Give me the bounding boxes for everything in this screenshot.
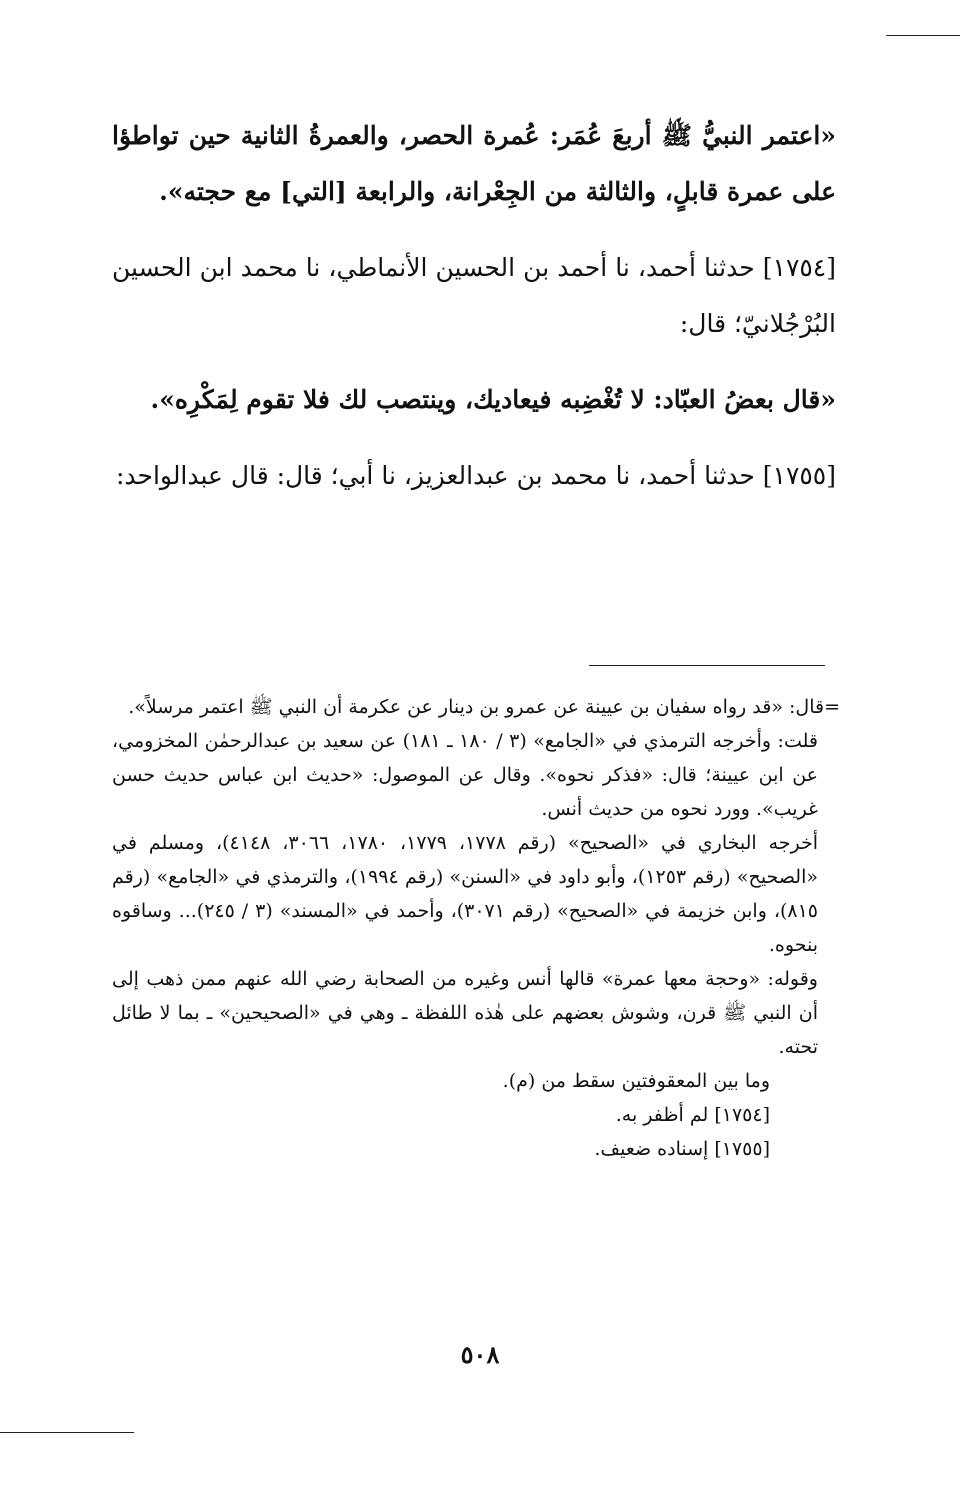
footnote-1754: [١٧٥٤] لم أظفر به. <box>615 1104 770 1126</box>
page-number: ٥٠٨ <box>460 1340 500 1369</box>
hadith-quote-umrahs: «اعتمر النبيُّ ﷺ أربعَ عُمَر: عُمرة الحصر، والعمرةُ الثانية حين تواطؤا على عمرة قابلٍ، والثالثة من الجِعْرانة، والرابعة [التي] مع حجته». <box>112 121 836 206</box>
main-text <box>112 108 836 504</box>
bottom-rule <box>0 1432 134 1433</box>
saying-of-worshipper: «قال بعضُ العبّاد: لا تُغْضِبه فيعاديك، وينتصب لك فلا تقوم لِمَكْرِه». <box>150 385 836 414</box>
footnote-takhrij: أخرجه البخاري في «الصحيح» (رقم ١٧٧٨، ١٧٧٩، ١٧٨٠، ٣٠٦٦، ٤١٤٨)، ومسلم في «الصحيح» (رقم ١٢٥٣)، وأبو داود في «السنن» (رقم ١٩٩٤)، والترمذي في «الجامع» (رقم ٨١٥)، وابن خزيمة في «الصحيح» (رقم ٣٠٧١)، وأحمد في «المسند» (٣ / ٢٤٥)... وساقوه بنحوه. <box>112 832 819 956</box>
footnote-brackets: وما بين المعقوفتين سقط من (م). <box>502 1070 770 1092</box>
footnote-qiran: وقوله: «وحجة معها عمرة» قالها أنس وغيره من الصحابة رضي الله عنهم ممن ذهب إلى أن النبي ﷺ قرن، وشوش بعضهم على هٰذه اللفظة ـ وهي في «الصحيحين» ـ بما لا طائل تحته. <box>112 968 818 1058</box>
footnote-1755: [١٧٥٥] إسناده ضعيف. <box>594 1138 770 1160</box>
footnote-tirmidhi: قلت: وأخرجه الترمذي في «الجامع» (٣ / ١٨٠ ـ ١٨١) عن سعيد بن عبدالرحمٰن المخزومي، عن ابن عيينة؛ قال: «فذكر نحوه». وقال عن الموصول: «حديث ابن عباس حديث حسن غريب». وورد نحوه من حديث أنس. <box>112 730 818 820</box>
isnad-1754: [١٧٥٤] حدثنا أحمد، نا أحمد بن الحسين الأنماطي، نا محمد ابن الحسين البُرْجُلانيّ؛ قال: <box>112 253 836 338</box>
isnad-1755: [١٧٥٥] حدثنا أحمد، نا محمد بن عبدالعزيز، نا أبي؛ قال: قال عبدالواحد: <box>115 461 836 490</box>
top-rule <box>886 35 960 36</box>
footnote-separator <box>589 665 825 666</box>
footnotes <box>112 690 840 1166</box>
footnote-continuation: =قال: «قد رواه سفيان بن عيينة عن عمرو بن دينار عن عكرمة أن النبي ﷺ اعتمر مرسلاً». <box>128 696 840 718</box>
